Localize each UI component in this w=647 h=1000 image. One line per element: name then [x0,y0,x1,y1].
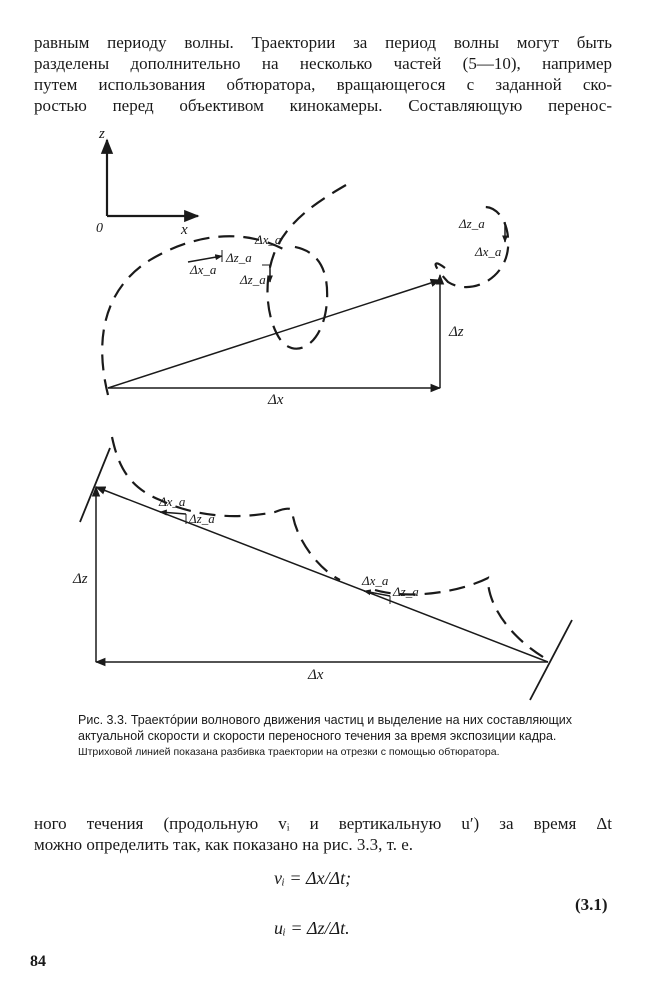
lower-dx-label: Δx [308,667,324,683]
lower-dx-a-1: Δx_a [159,494,186,509]
formula-u: uᵢ = Δz/Δt. [274,918,350,938]
lower-dx-a-2: Δx_a [362,573,389,588]
lower-dz-a-1: Δz_a [189,511,215,526]
upper-dx-a-right: Δx_a [475,244,502,259]
lower-dz-a-2: Δz_a [393,584,419,599]
axis-x-label: x [181,222,188,238]
figure-caption [78,712,586,759]
caption-note: Штриховой линией показана разбивка траектории на отрезки с помощью обтюратора. [78,746,500,758]
equation-number: (3.1) [575,895,608,914]
lower-dz-label: Δz [73,571,88,587]
top-paragraph [34,32,612,116]
upper-dx-a-mid: Δx_a [255,232,282,247]
formula-v: vᵢ = Δx/Δt; [274,868,352,888]
bottom-paragraph [34,813,612,855]
upper-dx-a-left: Δx_a [190,262,217,277]
text-line: разделены дополнительно на несколько частей (5—10), например [34,54,612,73]
figure-3-3 [0,110,647,710]
text-line: путем использования обтюратора, вращающегося с заданной ско- [34,75,612,94]
upper-dx-label: Δx [268,392,284,408]
text-line: ного течения (продольную vᵢ и вертикальную u′) за время Δt [34,814,612,833]
upper-dz-a-right: Δz_a [459,216,485,231]
text-line: ростью перед объективом кинокамеры. Составляющую перенос- [34,96,612,115]
lower-trajectory [112,437,548,660]
upper-dz-label: Δz [449,324,464,340]
text-line: можно определить так, как показано на рис. 3.3, т. е. [34,835,414,854]
page-number: 84 [30,953,46,970]
upper-dz-a-left: Δz_a [226,250,252,265]
origin-label: 0 [96,221,103,236]
lower-vectors [80,448,572,700]
axes-indicator [107,140,198,216]
upper-vectors [108,222,505,388]
caption-main: Рис. 3.3. Траектóрии волнового движения частиц и выделение на них составляющих актуальной скорости и скорости переносного течения за время экспозиции кадра. [78,713,573,743]
text-line: равным периоду волны. Траектории за период волны могут быть [34,33,612,52]
axis-z-label: z [99,126,105,142]
upper-dz-a-mid: Δz_a [240,272,266,287]
